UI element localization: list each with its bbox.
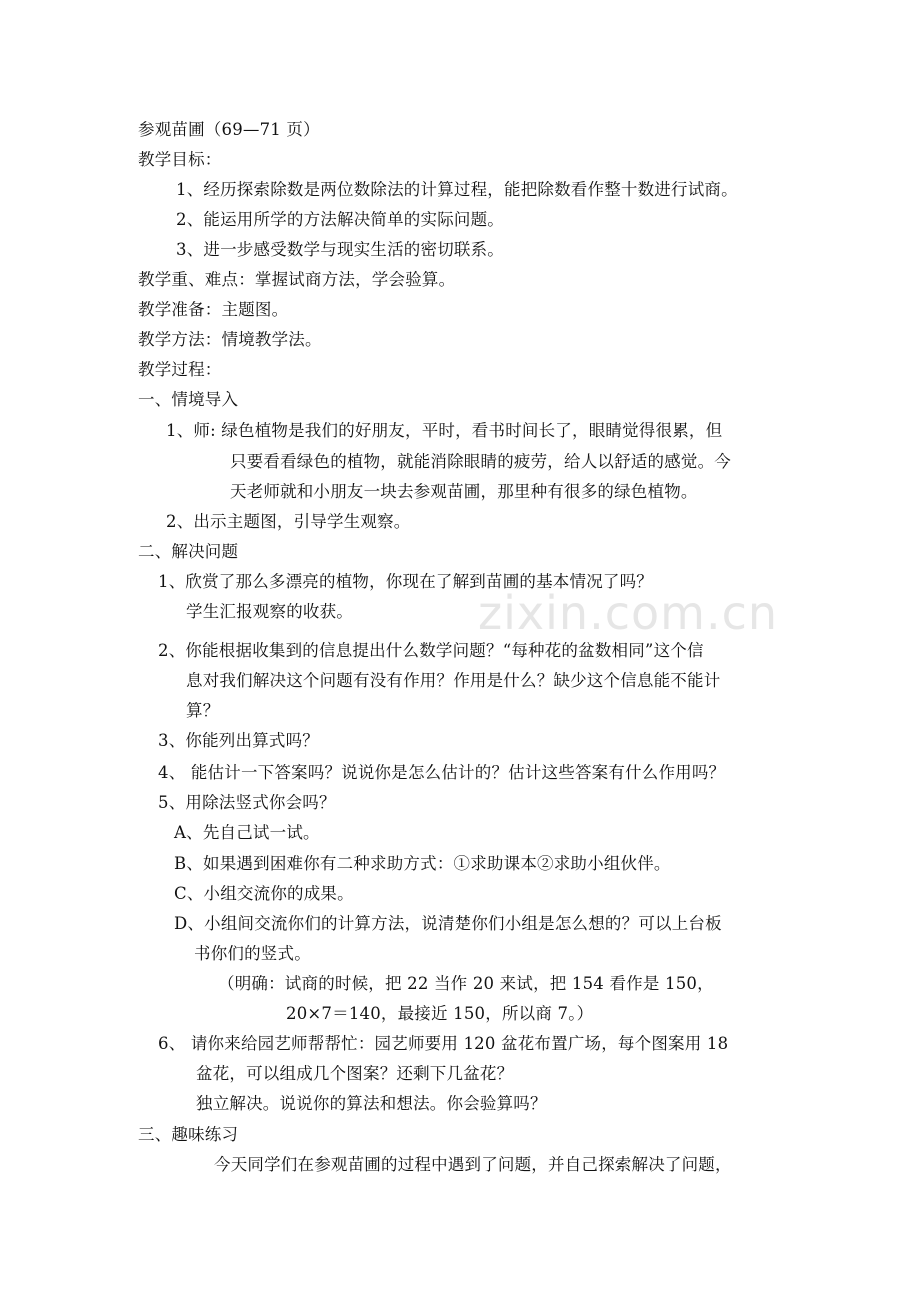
problem-item-6: 6、 请你来给园艺师帮帮忙：园艺师要用 120 盆花布置广场，每个图案用 18 [158,1034,729,1053]
objective-item-1: 1、经历探索除数是两位数除法的计算过程，能把除数看作整十数进行试商。 [176,180,738,199]
problem-item-6-cont: 盆花，可以组成几个图案？还剩下几盆花？ [196,1064,514,1083]
clarification-line-1: （明确：试商的时候，把 22 当作 20 来试，把 154 看作是 150， [218,974,714,993]
sub-item-a: A、先自己试一试。 [174,823,320,842]
problem-item-5: 5、用除法竖式你会吗？ [158,793,336,812]
teaching-preparation: 教学准备：主题图。 [138,300,289,319]
problem-item-6-note: 独立解决。说说你的算法和想法。你会验算吗？ [196,1094,547,1113]
part-heading-1: 一、情境导入 [138,390,239,409]
part-heading-3: 三、趣味练习 [138,1125,239,1144]
intro-item-1: 1、师: 绿色植物是我们的好朋友，平时，看书时间长了，眼睛觉得很累，但 [166,421,723,440]
section-heading-objectives: 教学目标： [138,150,222,169]
problem-item-2-cont-1: 息对我们解决这个问题有没有作用？作用是什么？缺少这个信息能不能计 [186,671,721,690]
lesson-title: 参观苗圃（69—71 页） [138,120,320,139]
watermark: zixin.com.cn [478,586,779,640]
section-heading-process: 教学过程： [138,360,222,379]
practice-paragraph: 今天同学们在参观苗圃的过程中遇到了问题，并自己探索解决了问题， [214,1155,732,1174]
teaching-method: 教学方法：情境教学法。 [138,330,322,349]
clarification-line-2: 20×7＝140，最接近 150，所以商 7。） [286,1004,594,1023]
problem-item-3: 3、你能列出算式吗？ [158,731,319,750]
problem-item-2-cont-2: 算？ [186,701,220,720]
part-heading-2: 二、解决问题 [138,542,239,561]
intro-item-1-cont-1: 只要看看绿色的植物，就能消除眼睛的疲劳，给人以舒适的感觉。今 [230,452,731,471]
sub-item-d-cont: 书你们的竖式。 [194,944,311,963]
key-points: 教学重、难点：掌握试商方法，学会验算。 [138,270,456,289]
objective-item-3: 3、进一步感受数学与现实生活的密切联系。 [176,240,504,259]
sub-item-c: C、小组交流你的成果。 [174,884,354,903]
sub-item-d: D、小组间交流你们的计算方法，说清楚你们小组是怎么想的？可以上台板 [174,914,722,933]
problem-item-4: 4、 能估计一下答案吗？说说你是怎么估计的？估计这些答案有什么作用吗？ [158,763,726,782]
intro-item-1-cont-2: 天老师就和小朋友一块去参观苗圃，那里种有很多的绿色植物。 [230,482,698,501]
sub-item-b: B、如果遇到困难你有二种求助方式：①求助课本②求助小组伙伴。 [174,854,671,873]
problem-item-1: 1、欣赏了那么多漂亮的植物，你现在了解到苗圃的基本情况了吗？ [158,572,653,591]
intro-item-2: 2、出示主题图，引导学生观察。 [166,512,411,531]
problem-item-2: 2、你能根据收集到的信息提出什么数学问题？“每种花的盆数相同”这个信 [158,641,704,660]
problem-item-1-note: 学生汇报观察的收获。 [186,602,353,621]
objective-item-2: 2、能运用所学的方法解决简单的实际问题。 [176,210,504,229]
